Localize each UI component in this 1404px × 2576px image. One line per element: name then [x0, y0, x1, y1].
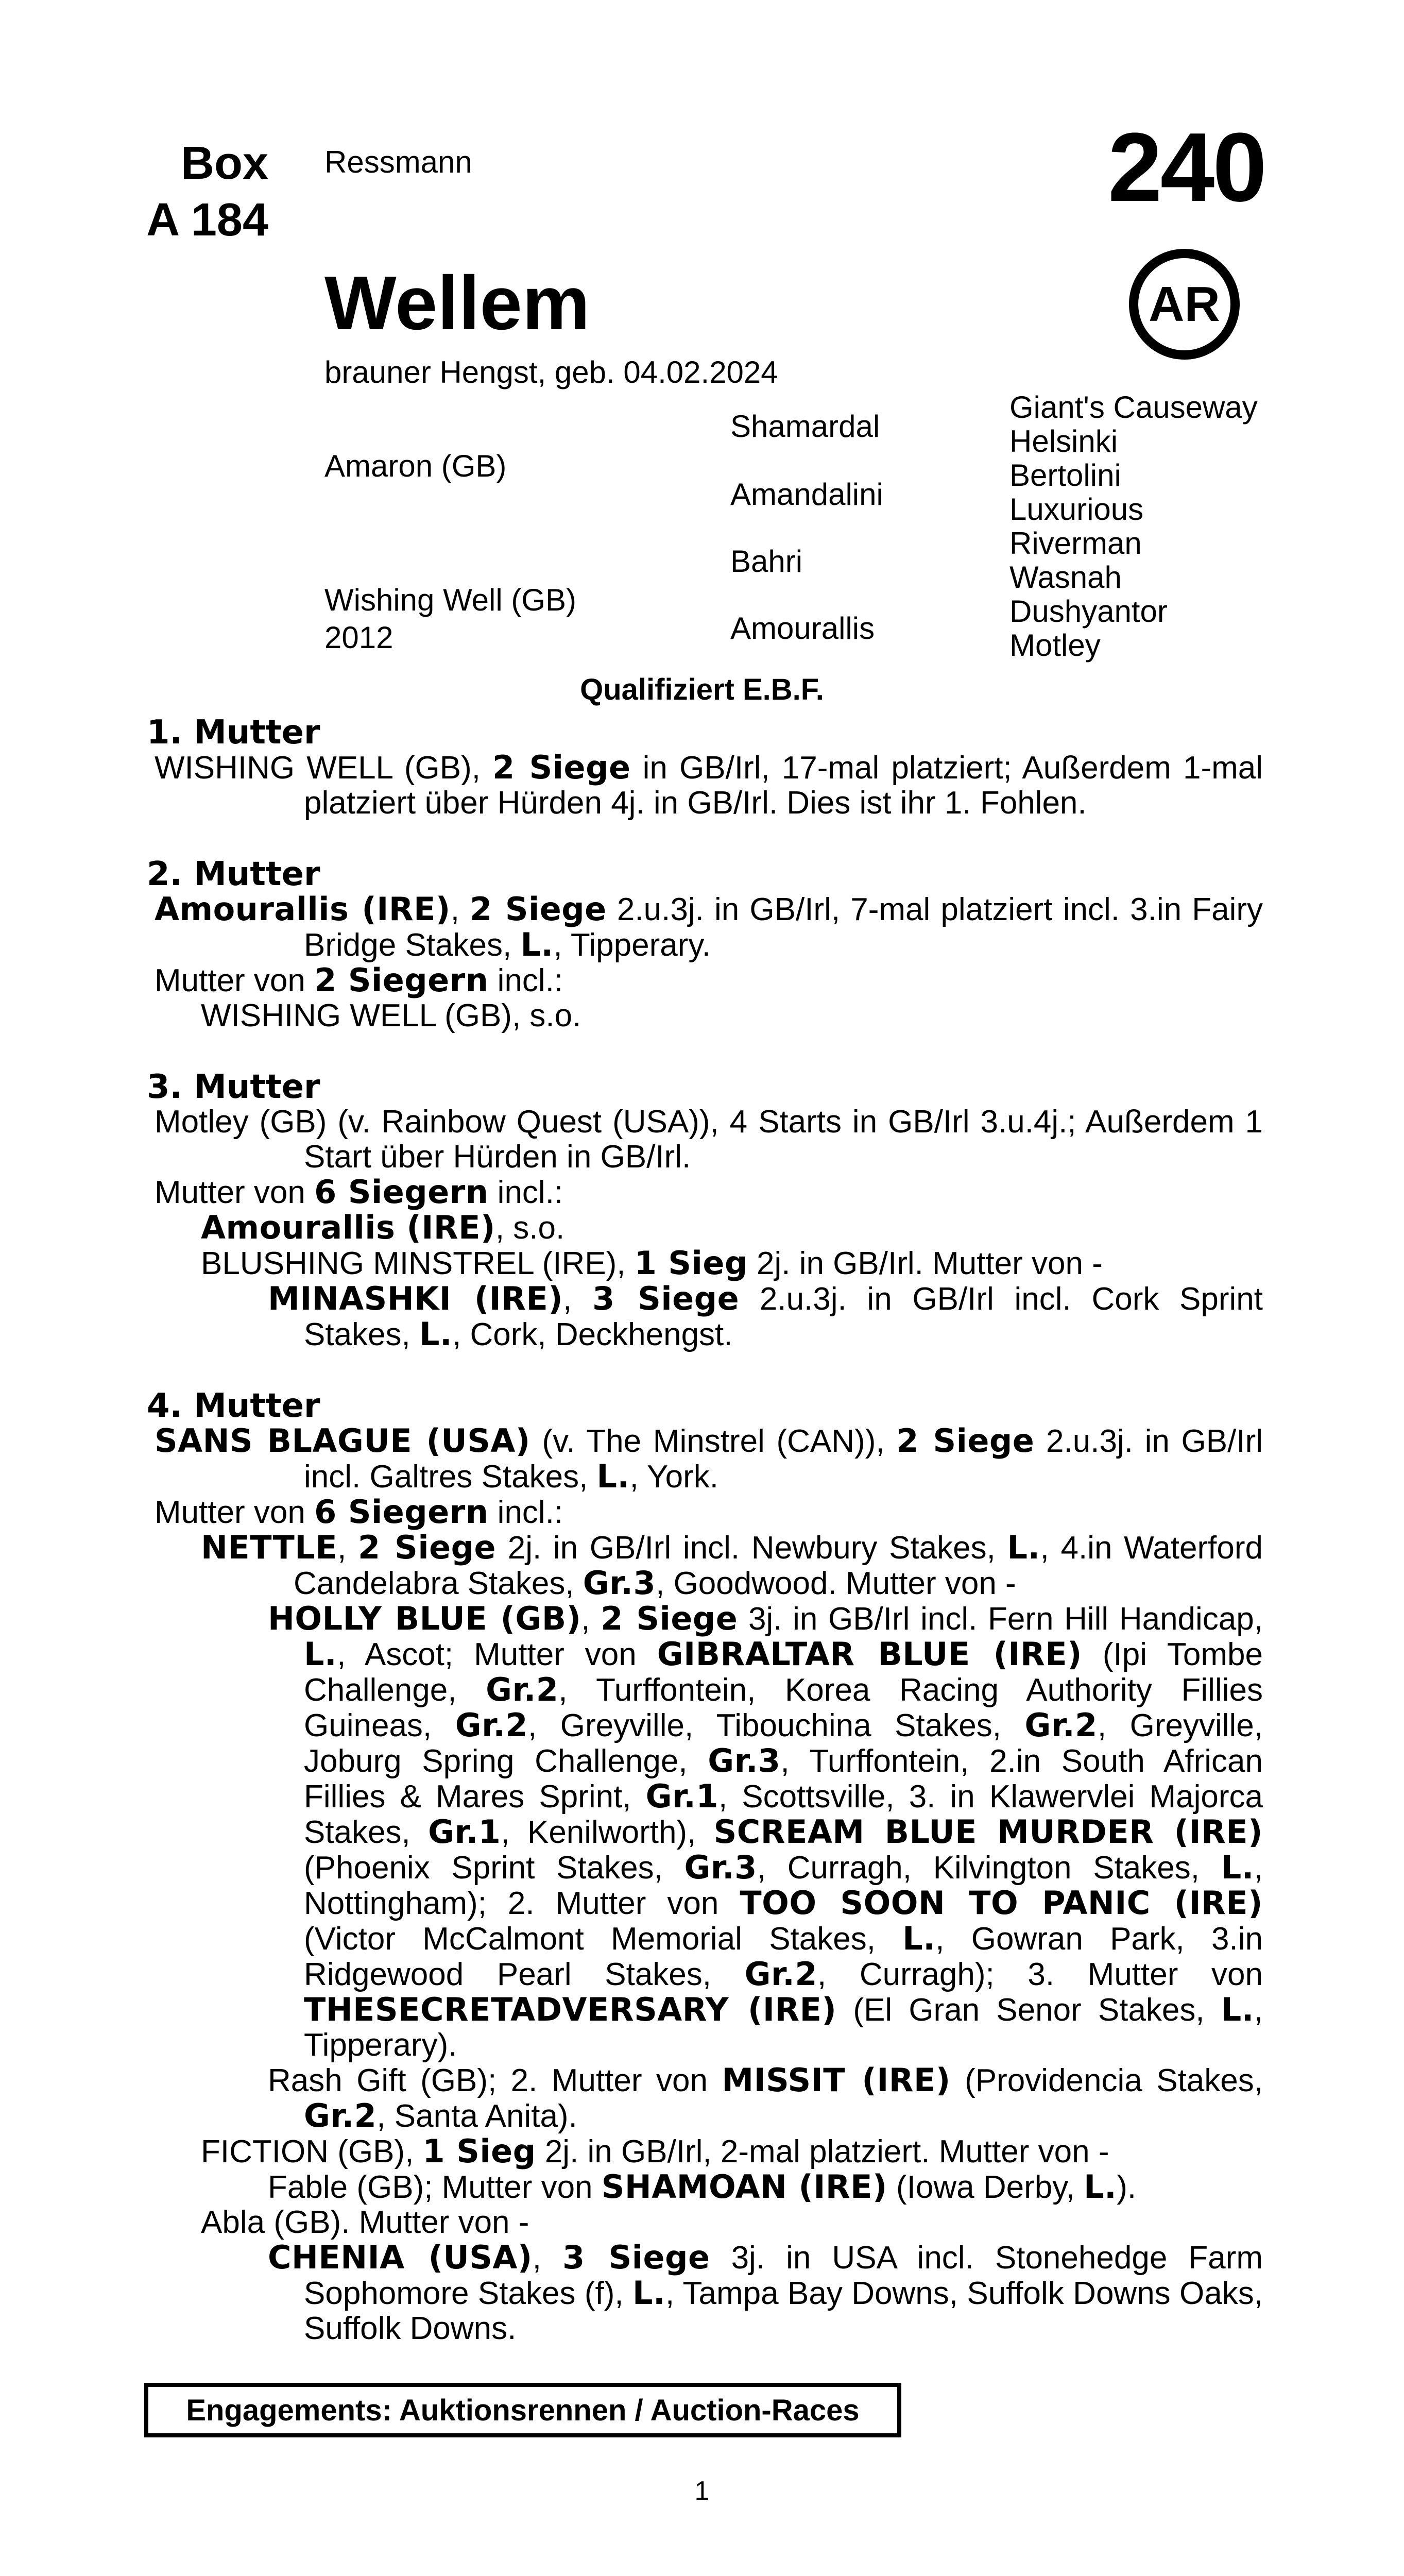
produce-entry: Rash Gift (GB); 2. Mutter von MISSIT (IRE) (Providencia Stakes, Gr.2, Santa Anita).: [268, 2061, 1263, 2134]
horse-description: brauner Hengst, geb. 04.02.2024: [324, 355, 778, 389]
section-heading-1: 1. Mutter: [147, 714, 320, 752]
dam-1-entry: WISHING WELL (GB), 2 Siege in GB/Irl, 17-mal platziert; Außerdem 1-mal platziert über Hürden 4j. in GB/Irl. Dies ist ihr 1. Fohlen.: [155, 749, 1263, 821]
qualification: Qualifiziert E.B.F.: [580, 673, 824, 706]
produce-entry: CHENIA (USA), 3 Siege 3j. in USA incl. Stonehedge Farm Sophomore Stakes (f), L., Tampa Bay Downs, Suffolk Downs Oaks, Suffolk Downs.: [268, 2239, 1263, 2346]
produce-entry: HOLLY BLUE (GB), 2 Siege 3j. in GB/Irl incl. Fern Hill Handicap, L., Ascot; Mutter von GIBRALTAR BLUE (IRE) (Ipi Tombe Challenge, Gr.2, Turffontein, Korea Racing Authority Fillies Guineas, Gr.2, Greyville, Tibouchina Stakes, Gr.2, Greyville, Joburg Spring Challenge, Gr.3, Turffontein, 2.in South African Fillies & Mares Sprint, Gr.1, Scottsville, 3. in Klawervlei Majorca Stakes, Gr.1, Kenilworth), SCREAM BLUE MURDER (IRE) (Phoenix Sprint Stakes, Gr.3, Curragh, Kilvington Stakes, L., Nottingham); 2. Mutter von TOO SOON TO PANIC (IRE) (Victor McCalmont Memorial Stakes, L., Gowran Park, 3.in Ridgewood Pearl Stakes, Gr.2, Curragh); 3. Mutter von THESECRETADVERSARY (IRE) (El Gran Senor Stakes, L., Tipperary).: [268, 1600, 1263, 2063]
engagements-label: Engagements: Auktionsrennen / Auction-Races: [186, 2393, 860, 2427]
box-label: Box: [180, 138, 268, 189]
pedigree-sire-dam: Amandalini: [730, 477, 883, 512]
ggp-item: Dushyantor: [1009, 594, 1168, 629]
pedigree-dam-year: 2012: [324, 620, 393, 655]
page-number: 1: [694, 2476, 710, 2506]
produce-entry: WISHING WELL (GB), s.o.: [201, 998, 581, 1033]
consignor: Ressmann: [324, 145, 472, 179]
produce-entry: MINASHKI (IRE), 3 Siege 2.u.3j. in GB/Irl incl. Cork Sprint Stakes, L., Cork, Deckhengst.: [268, 1280, 1263, 1353]
catalogue-page-text: [147, 714, 1263, 2346]
ggp-item: Motley: [1009, 628, 1101, 663]
pedigree-dam-sire: Bahri: [730, 544, 803, 579]
produce-entry: NETTLE, 2 Siege 2j. in GB/Irl incl. Newbury Stakes, L., 4.in Waterford Candelabra Stakes, Gr.3, Goodwood. Mutter von -: [201, 1529, 1263, 1602]
dam-3-entry: Motley (GB) (v. Rainbow Quest (USA)), 4 Starts in GB/Irl 3.u.4j.; Außerdem 1 Start über Hürden in GB/Irl.: [155, 1104, 1263, 1175]
ggp-item: Bertolini: [1009, 458, 1121, 493]
section-heading-3: 3. Mutter: [147, 1068, 320, 1106]
ggp-item: Wasnah: [1009, 560, 1122, 595]
ggp-item: Luxurious: [1009, 492, 1144, 527]
pedigree-sire: Amaron (GB): [324, 449, 507, 483]
dam-4-produce-heading: Mutter von 6 Siegern incl.:: [155, 1493, 563, 1531]
ar-badge-label: AR: [1149, 276, 1220, 332]
dam-2-produce-heading: Mutter von 2 Siegern incl.:: [155, 961, 563, 999]
ggp-item: Helsinki: [1009, 424, 1118, 459]
ggp-item: Riverman: [1009, 526, 1142, 561]
pedigree-sire-sire: Shamardal: [730, 409, 880, 444]
pedigree-dam: Wishing Well (GB): [324, 583, 576, 617]
dam-3-produce-heading: Mutter von 6 Siegern incl.:: [155, 1173, 563, 1211]
box-number: A 184: [146, 194, 268, 246]
produce-entry: Abla (GB). Mutter von -: [201, 2205, 529, 2240]
engagements-box: [144, 2383, 901, 2437]
produce-entry: BLUSHING MINSTREL (IRE), 1 Sieg 2j. in GB/Irl. Mutter von -: [201, 1244, 1103, 1282]
dam-4-entry: SANS BLAGUE (USA) (v. The Minstrel (CAN)), 2 Siege 2.u.3j. in GB/Irl incl. Galtres Stakes, L., York.: [155, 1422, 1263, 1495]
pedigree-dam-dam: Amourallis: [730, 611, 875, 646]
dam-2-entry: Amourallis (IRE), 2 Siege 2.u.3j. in GB/Irl, 7-mal platziert incl. 3.in Fairy Bridge Stakes, L., Tipperary.: [155, 890, 1263, 963]
horse-name: Wellem: [324, 261, 590, 346]
ar-badge: [1129, 249, 1240, 360]
pedigree-third-generation: [1009, 391, 1258, 663]
section-heading-2: 2. Mutter: [147, 855, 320, 893]
produce-entry: Amourallis (IRE), s.o.: [201, 1209, 565, 1246]
produce-entry: Fable (GB); Mutter von SHAMOAN (IRE) (Iowa Derby, L.).: [268, 2168, 1137, 2206]
section-heading-4: 4. Mutter: [147, 1387, 320, 1425]
lot-number: 240: [1107, 113, 1265, 222]
ggp-item: Giant's Causeway: [1009, 390, 1258, 425]
produce-entry: FICTION (GB), 1 Sieg 2j. in GB/Irl, 2-mal platziert. Mutter von -: [201, 2132, 1109, 2170]
